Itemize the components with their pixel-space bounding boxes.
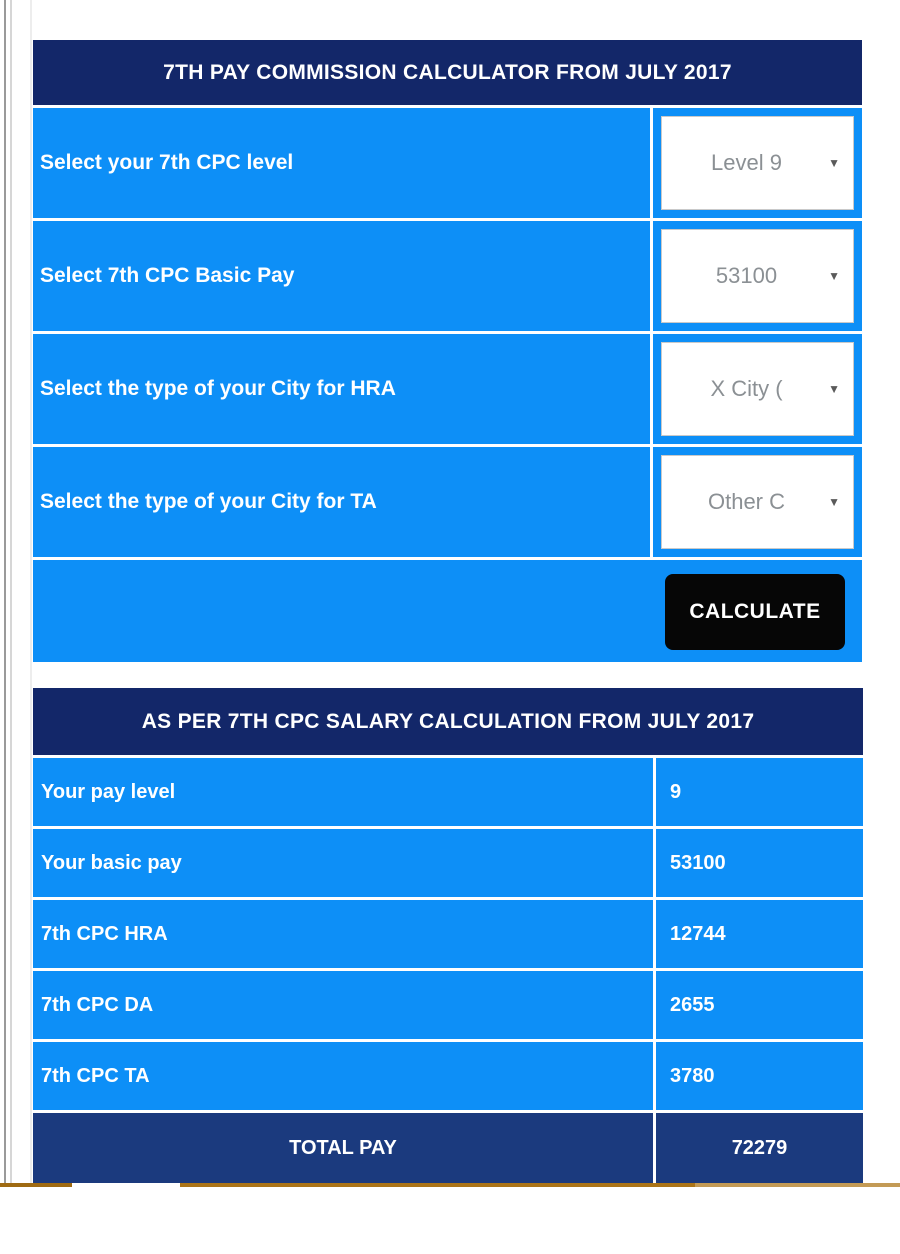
table-row xyxy=(33,829,863,897)
calculator-table xyxy=(33,40,862,662)
ta-city-selected-value: Other C xyxy=(707,489,786,514)
dropdown-caret-icon: ▼ xyxy=(828,269,840,283)
basic-pay-result-label: Your basic pay xyxy=(33,829,653,897)
cpc-level-selected-value: Level 9 xyxy=(711,150,782,175)
basic-pay-result-value: 53100 xyxy=(656,829,863,897)
total-pay-row xyxy=(33,1113,863,1183)
bottom-divider-line xyxy=(0,1183,72,1187)
ta-result-label: 7th CPC TA xyxy=(33,1042,653,1110)
pay-level-label: Your pay level xyxy=(33,758,653,826)
hra-result-label: 7th CPC HRA xyxy=(33,900,653,968)
total-pay-label: TOTAL PAY xyxy=(33,1113,653,1183)
cpc-level-label: Select your 7th CPC level xyxy=(33,108,650,218)
total-pay-value: 72279 xyxy=(656,1113,863,1183)
ta-city-label: Select the type of your City for TA xyxy=(33,447,650,557)
basic-pay-cell xyxy=(653,221,862,331)
calculator-title: 7TH PAY COMMISSION CALCULATOR FROM JULY 2017 xyxy=(33,40,862,105)
dropdown-caret-icon: ▼ xyxy=(828,382,840,396)
table-row xyxy=(33,1042,863,1110)
basic-pay-selected-value: 53100 xyxy=(715,263,778,288)
hra-city-label: Select the type of your City for HRA xyxy=(33,334,650,444)
cpc-level-select[interactable] xyxy=(661,116,854,210)
basic-pay-label: Select 7th CPC Basic Pay xyxy=(33,221,650,331)
table-row xyxy=(33,758,863,826)
content-left-edge-line xyxy=(30,0,32,1183)
table-row xyxy=(33,447,862,557)
da-result-value: 2655 xyxy=(656,971,863,1039)
table-row xyxy=(33,334,862,444)
bottom-divider-line xyxy=(180,1183,695,1187)
pay-level-value: 9 xyxy=(656,758,863,826)
page-left-border-line xyxy=(4,0,6,1183)
table-row xyxy=(33,221,862,331)
hra-city-cell xyxy=(653,334,862,444)
ta-city-select[interactable] xyxy=(661,455,854,549)
dropdown-caret-icon: ▼ xyxy=(828,156,840,170)
table-row xyxy=(33,108,862,218)
ta-city-cell xyxy=(653,447,862,557)
table-row xyxy=(33,900,863,968)
da-result-label: 7th CPC DA xyxy=(33,971,653,1039)
page-left-inner-line xyxy=(10,0,12,1183)
hra-city-select[interactable] xyxy=(661,342,854,436)
results-table xyxy=(33,688,863,1183)
dropdown-caret-icon: ▼ xyxy=(828,495,840,509)
hra-city-selected-value: X City ( xyxy=(710,376,783,401)
ta-result-value: 3780 xyxy=(656,1042,863,1110)
calculate-button[interactable]: CALCULATE xyxy=(665,574,845,650)
calculate-row xyxy=(33,560,862,662)
hra-result-value: 12744 xyxy=(656,900,863,968)
results-title: AS PER 7TH CPC SALARY CALCULATION FROM JULY 2017 xyxy=(33,688,863,755)
bottom-divider-line xyxy=(695,1183,900,1187)
cpc-level-cell xyxy=(653,108,862,218)
basic-pay-select[interactable] xyxy=(661,229,854,323)
table-row xyxy=(33,971,863,1039)
